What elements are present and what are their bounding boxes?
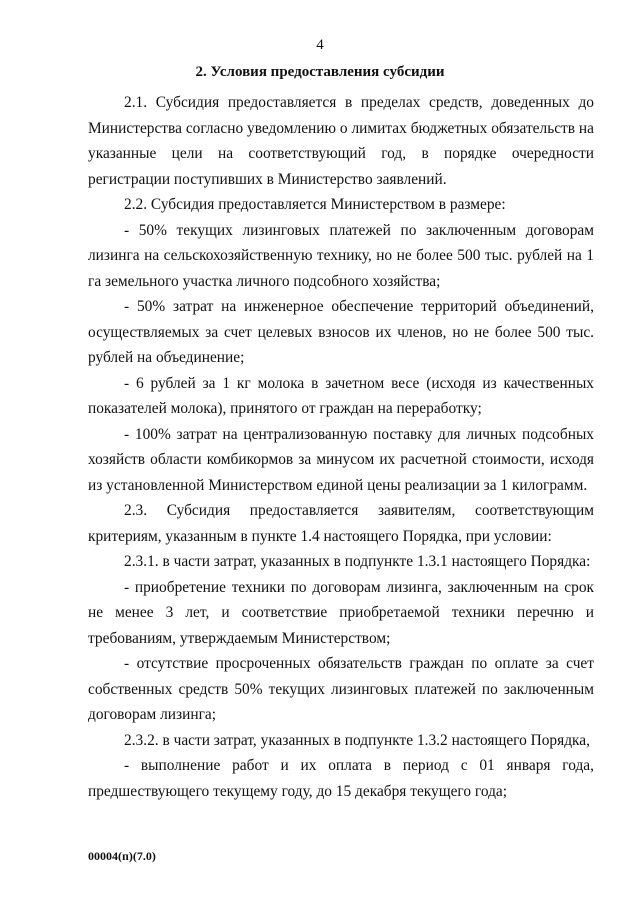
paragraph-2-3-1: 2.3.1. в части затрат, указанных в подпункте 1.3.1 настоящего Порядка: — [124, 553, 591, 570]
paragraph-feed: - 100% затрат на централизованную поставку для личных подсобных хозяйств области комбикормов за минусом их расчетной стоимости, исходя из установленной Министерством единой цены реализации за 1 килограмм. — [88, 425, 594, 494]
section-heading: 2. Условия предоставления субсидии — [195, 64, 445, 80]
paragraph-milk: - 6 рублей за 1 кг молока в зачетном весе (исходя из качественных показателей молока), принятого от граждан на переработку; — [88, 374, 594, 417]
paragraph-engineering: - 50% затрат на инженерное обеспечение территорий объединений, осуществляемых за счет целевых взносов их членов, но не более 500 тыс. рублей на объединение; — [88, 298, 594, 366]
document-body — [88, 90, 594, 804]
paragraph-works: - выполнение работ и их оплата в период с 01 января года, предшествующего текущему году, до 15 декабря текущего года; — [88, 757, 594, 800]
paragraph-2-1: 2.1. Субсидия предоставляется в пределах средств, доведенных до Министерства согласно уведомлению о лимитах бюджетных обязательств на указанные цели на соответствующий год, в порядке очередности регистрации поступивших в Министерство заявлений. — [88, 94, 594, 188]
paragraph-2-2: 2.2. Субсидия предоставляется Министерством в размере: — [124, 196, 506, 213]
paragraph-leasing: - 50% текущих лизинговых платежей по заключенным договорам лизинга на сельскохозяйственную технику, но не более 500 тыс. рублей на 1 га земельного участка личного подсобного хозяйства; — [88, 221, 594, 290]
paragraph-equipment: - приобретение техники по договорам лизинга, заключенным на срок не менее 3 лет, и соответствие приобретаемой техники перечню и требованиям, утверждаемым Министерством; — [88, 578, 594, 647]
document-code: 00004(п)(7.0) — [88, 849, 156, 863]
page-number: 4 — [316, 37, 324, 53]
paragraph-2-3: 2.3. Субсидия предоставляется заявителям, соответствующим критериям, указанным в пункте 1.4 настоящего Порядка, при условии: — [88, 502, 594, 545]
paragraph-2-3-2: 2.3.2. в части затрат, указанных в подпункте 1.3.2 настоящего Порядка, — [124, 731, 590, 749]
paragraph-obligations: - отсутствие просроченных обязательств граждан по оплате за счет собственных средств 50% текущих лизинговых платежей по заключенным договорам лизинга; — [88, 655, 594, 723]
